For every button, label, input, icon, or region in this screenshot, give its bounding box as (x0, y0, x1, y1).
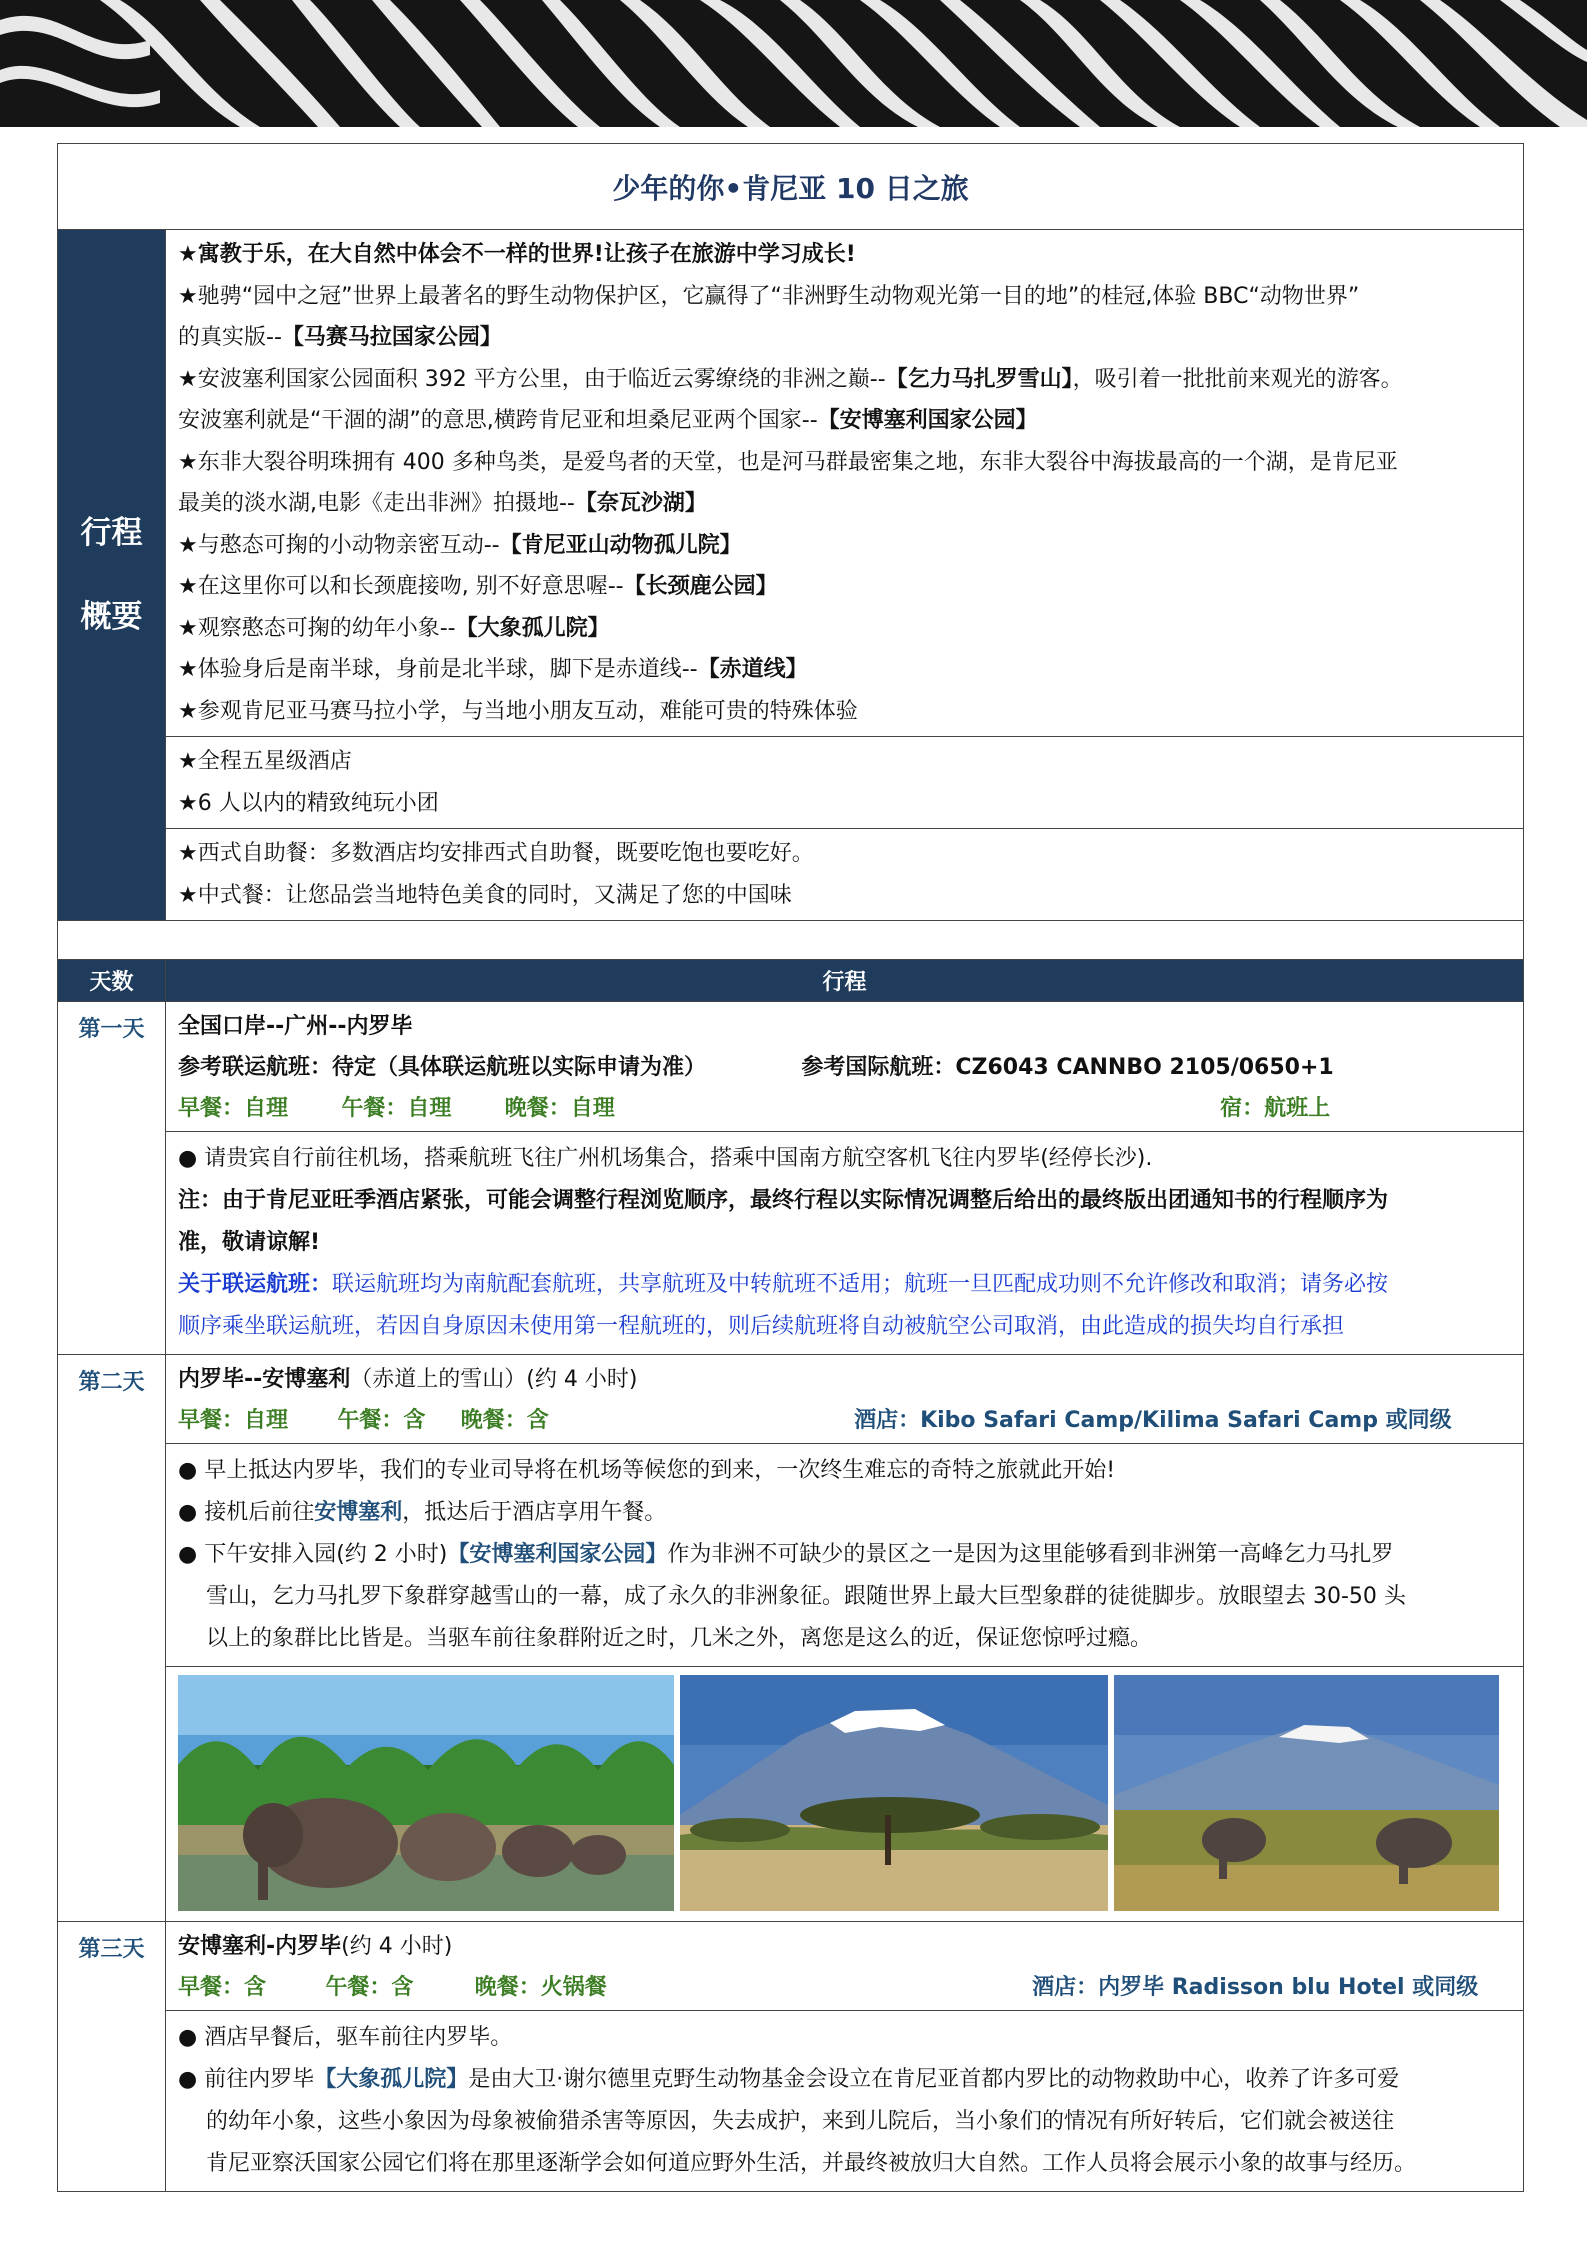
day3-bullet-2-line-3: 肯尼亚察沃国家公园它们将在那里逐渐学会如何道应野外生活，并最终被放归大自然。工作人员将会展示小象的故事与经历。 (206, 2151, 1417, 2176)
day2-lunch: 午餐：含 (337, 1408, 426, 1433)
day3-bullet-1: ● 酒店早餐后，驱车前往内罗毕。 (178, 2025, 513, 2050)
day1-route: 全国口岸--广州--内罗毕 (178, 1014, 413, 1039)
itinerary-header: 行程 (166, 960, 1524, 1002)
day2-meals (178, 1400, 1513, 1441)
hotel-cell (166, 737, 1524, 829)
hotel-line: ★全程五星级酒店 (178, 749, 352, 774)
days-header: 天数 (58, 960, 166, 1002)
highlight-line: ★驰骋“园中之冠”世界上最著名的野生动物保护区，它赢得了“非洲野生动物观光第一目的地”的桂冠,体验 BBC“动物世界” (178, 283, 1360, 309)
day1-domestic-flight: 参考联运航班：待定（具体联运航班以实际申请为准） (178, 1055, 707, 1080)
day1-dinner: 晚餐：自理 (504, 1096, 615, 1121)
day1-note-line-1: 注：由于肯尼亚旺季酒店紧张，可能会调整行程浏览顺序，最终行程以实际情况调整后给出的最终版出团通知书的行程顺序为 (178, 1188, 1389, 1213)
highlight-line: 安波塞利就是“干涸的湖”的意思,横跨肯尼亚和坦桑尼亚两个国家--【安博塞利国家公园】 (178, 408, 1038, 433)
elephants-river-photo (178, 1675, 674, 1911)
itinerary-table (57, 143, 1524, 2192)
group-size-line: ★6 人以内的精致纯玩小团 (178, 790, 439, 816)
day1-info (166, 1002, 1524, 1132)
document-title: 少年的你•肯尼亚 10 日之旅 (58, 144, 1524, 230)
highlight-destination: 【乞力马扎罗雪山】 (885, 366, 1073, 392)
kilimanjaro-acacia-photo (680, 1675, 1108, 1911)
day3-hotel: 酒店：内罗毕 Radisson blu Hotel 或同级 (1032, 1975, 1479, 2000)
overview-label-line-2: 概要 (80, 599, 143, 635)
kilimanjaro-elephants-photo (1114, 1675, 1499, 1911)
highlight-line: ★寓教于乐，在大自然中体会不一样的世界!让孩子在旅游中学习成长! (178, 242, 856, 267)
day3-route-line (178, 1926, 1513, 1967)
day1-details (166, 1132, 1524, 1355)
day2-bullet-2: ● 接机后前往安博塞利，抵达后于酒店享用午餐。 (178, 1500, 667, 1525)
highlight-line: ★参观肯尼亚马赛马拉小学，与当地小朋友互动，难能可贵的特殊体验 (178, 698, 858, 724)
day2-bullet-3-line-2: 雪山，乞力马扎罗下象群穿越雪山的一幕，成了永久的非洲象征。跟随世界上最大巨型象群的徒徙脚步。放眼望去 30-50 头 (206, 1584, 1406, 1609)
day1-flight-notice-1: 关于联运航班：联运航班均为南航配套航班，共享航班及中转航班不适用；航班一旦匹配成功则不允许修改和取消；请务必按 (178, 1272, 1389, 1297)
day2-breakfast: 早餐：自理 (178, 1408, 289, 1433)
day1-lodging: 宿：航班上 (1220, 1096, 1331, 1121)
day2-highlight-park: 【安博塞利国家公园】 (447, 1542, 668, 1567)
highlight-destination: 【安博塞利国家公园】 (817, 408, 1038, 433)
day2-details (166, 1444, 1524, 1667)
highlights-list (178, 234, 1513, 732)
highlight-destination: 【马赛马拉国家公园】 (281, 325, 502, 350)
highlight-line: ★安波塞利国家公园面积 392 平方公里，由于临近云雾缭绕的非洲之巅--【乞力马扎罗雪山】，吸引着一批批前来观光的游客。 (178, 366, 1403, 392)
day2-bullet-3: ● 下午安排入园(约 2 小时)【安博塞利国家公园】作为非洲不可缺少的景区之一是因为这里能够看到非洲第一高峰乞力马扎罗 (178, 1542, 1394, 1567)
highlight-destination: 【大象孤儿院】 (455, 615, 610, 641)
day2-dinner: 晚餐：含 (460, 1408, 549, 1433)
day1-breakfast: 早餐：自理 (178, 1096, 289, 1121)
day1-meals (178, 1088, 1513, 1129)
highlight-line: ★东非大裂谷明珠拥有 400 多种鸟类，是爱鸟者的天堂，也是河马群最密集之地，东非大裂谷中海拔最高的一个湖，是肯尼亚 (178, 449, 1398, 475)
day3-lunch: 午餐：含 (325, 1975, 414, 2000)
spacer-row (58, 921, 1524, 960)
highlight-destination: 【奈瓦沙湖】 (574, 491, 707, 516)
day2-photos (166, 1667, 1524, 1922)
day3-breakfast: 早餐：含 (178, 1975, 267, 2000)
day1-intl-flight: 参考国际航班：CZ6043 CANNBO 2105/0650+1 (801, 1055, 1334, 1080)
day3-label: 第三天 (58, 1922, 166, 2192)
day1-lunch: 午餐：自理 (341, 1096, 452, 1121)
day3-route: 安博塞利-内罗毕 (178, 1934, 342, 1959)
highlight-line: ★在这里你可以和长颈鹿接吻, 别不好意思喔--【长颈鹿公园】 (178, 574, 778, 599)
western-meal-line: ★西式自助餐：多数酒店均安排西式自助餐，既要吃饱也要吃好。 (178, 841, 814, 866)
chinese-meal-line: ★中式餐：让您品尝当地特色美食的同时，又满足了您的中国味 (178, 882, 792, 908)
day3-bullet-2-line-2: 的幼年小象，这些小象因为母象被偷猎杀害等原因，失去成护，来到儿院后，当小象们的情况有所好转后，它们就会被送往 (206, 2109, 1395, 2134)
highlight-destination: 【赤道线】 (697, 657, 808, 682)
day2-bullet-1: ● 早上抵达内罗毕，我们的专业司导将在机场等候您的到来，一次终生难忘的奇特之旅就此开始! (178, 1458, 1116, 1483)
day2-route-note: （赤道上的雪山）(约 4 小时) (350, 1367, 638, 1392)
day3-meals (178, 1967, 1513, 2008)
meals-cell (166, 829, 1524, 921)
highlight-line: ★观察憨态可掬的幼年小象--【大象孤儿院】 (178, 615, 610, 641)
day2-route-line (178, 1359, 1513, 1400)
zebra-banner-image (0, 0, 1587, 127)
day2-info (166, 1355, 1524, 1444)
day3-highlight-orphanage: 【大象孤儿院】 (314, 2067, 469, 2092)
day1-note-line-2: 准，敬请谅解! (178, 1230, 321, 1255)
highlight-line: 的真实版--【马赛马拉国家公园】 (178, 325, 502, 350)
overview-label-line-1: 行程 (80, 515, 143, 551)
day3-bullet-2: ● 前往内罗毕【大象孤儿院】是由大卫·谢尔德里克野生动物基金会设立在肯尼亚首都内罗比的动物救助中心，收养了许多可爱 (178, 2067, 1400, 2092)
day2-label: 第二天 (58, 1355, 166, 1922)
day1-flights (178, 1047, 1513, 1088)
overview-side-label (58, 230, 166, 921)
flight-notice-title: 关于联运航班： (178, 1272, 333, 1297)
day1-flight-notice-2: 顺序乘坐联运航班，若因自身原因未使用第一程航班的，则后续航班将自动被航空公司取消，由此造成的损失均自行承担 (178, 1314, 1345, 1339)
day2-route: 内罗毕--安博塞利 (178, 1367, 351, 1392)
day1-label: 第一天 (58, 1002, 166, 1355)
day1-bullet: ● 请贵宾自行前往机场，搭乘航班飞往广州机场集合，搭乘中国南方航空客机飞往内罗毕(经停长沙). (178, 1146, 1153, 1171)
highlights-cell (166, 230, 1524, 737)
day2-hotel: 酒店：Kibo Safari Camp/Kilima Safari Camp 或同级 (854, 1408, 1452, 1433)
day3-details (166, 2011, 1524, 2192)
highlight-destination: 【长颈鹿公园】 (623, 574, 778, 599)
day3-route-note: (约 4 小时) (341, 1934, 453, 1959)
highlight-line: ★与憨态可掬的小动物亲密互动--【肯尼亚山动物孤儿院】 (178, 532, 742, 558)
highlight-line: 最美的淡水湖,电影《走出非洲》拍摄地--【奈瓦沙湖】 (178, 491, 707, 516)
day3-info (166, 1922, 1524, 2011)
day2-bullet-3-line-3: 以上的象群比比皆是。当驱车前往象群附近之时，几米之外，离您是这么的近，保证您惊呼过瘾。 (206, 1626, 1153, 1651)
day3-dinner: 晚餐：火锅餐 (474, 1975, 607, 2000)
itinerary-document (57, 143, 1523, 2192)
highlight-line: ★体验身后是南半球，身前是北半球，脚下是赤道线--【赤道线】 (178, 657, 808, 682)
highlight-destination: 【肯尼亚山动物孤儿院】 (499, 532, 742, 558)
day2-highlight-amboseli: 安博塞利 (314, 1500, 403, 1525)
